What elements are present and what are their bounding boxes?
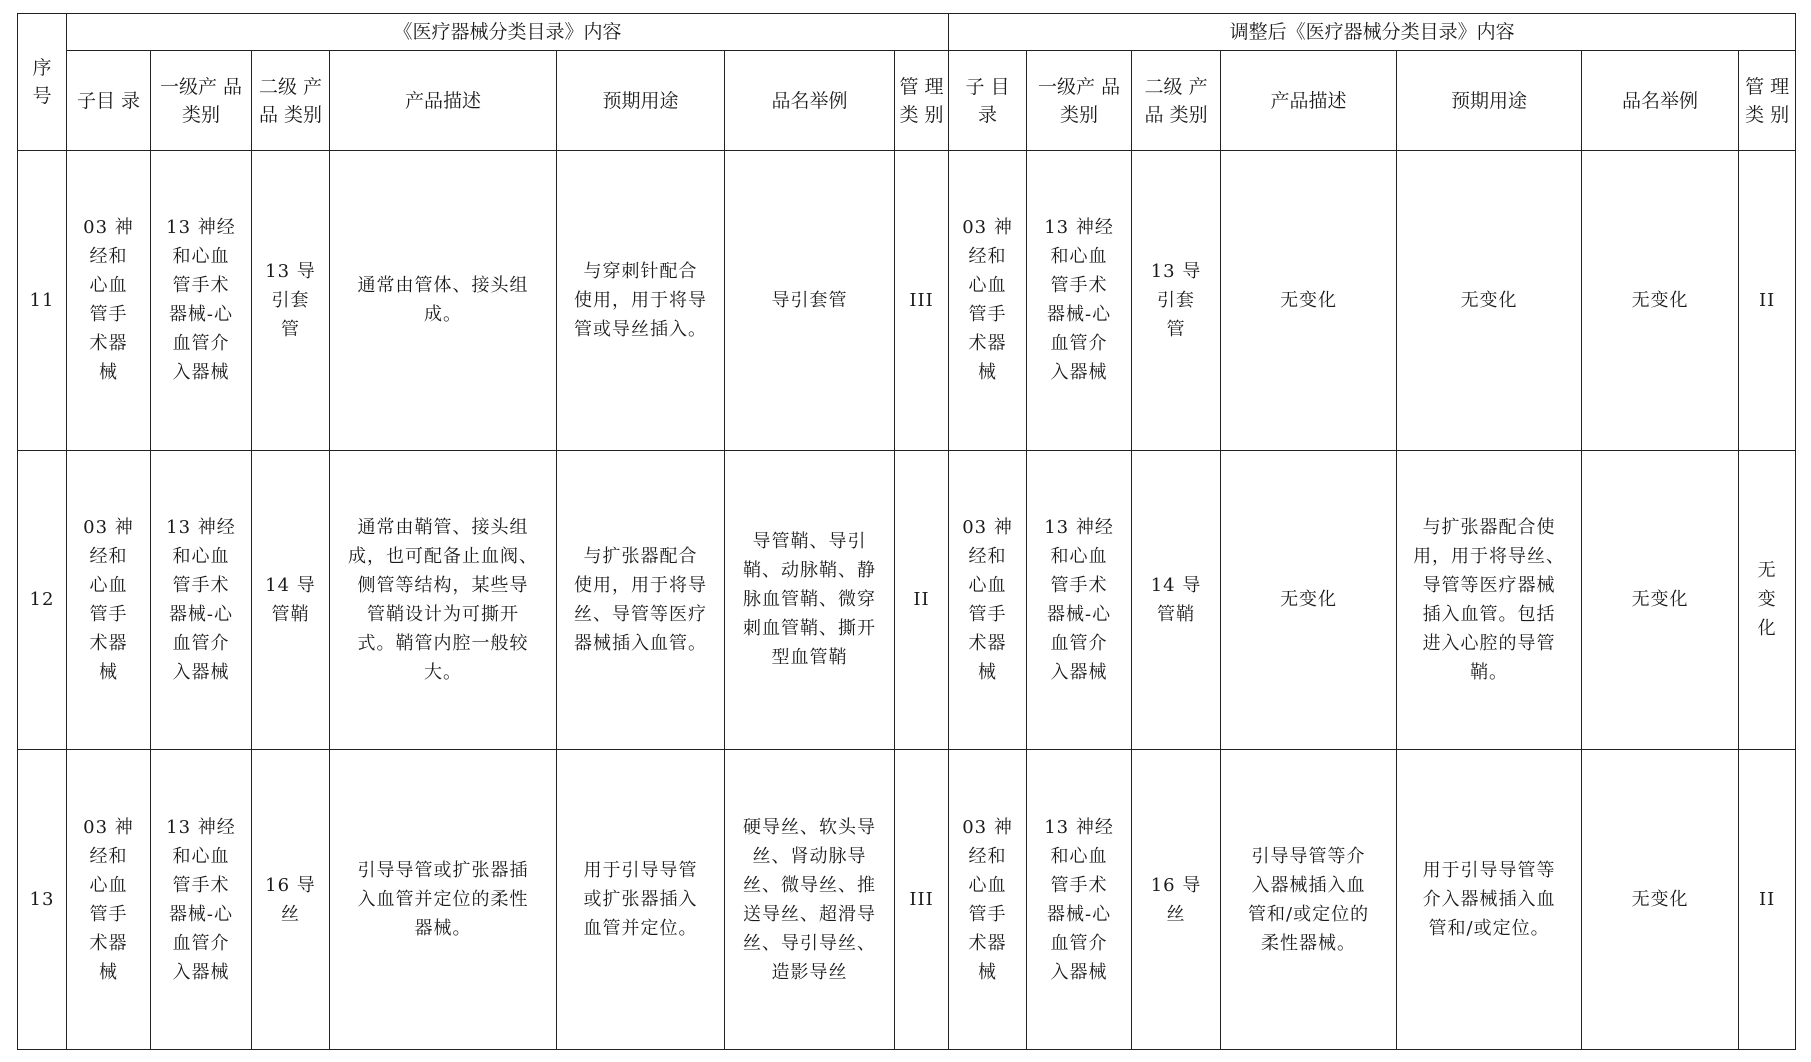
header-seq: 序 号 bbox=[18, 14, 67, 151]
header-orig-intended-use: 预期用途 bbox=[557, 51, 725, 151]
cell-adj-intended-use: 用于引导导管等 介入器械插入血 管和/或定位。 bbox=[1397, 750, 1582, 1050]
cell-adj-sub-catalog: 03 神 经和 心血 管手 术器 械 bbox=[949, 750, 1027, 1050]
header-orig-sub-catalog: 子目 录 bbox=[67, 51, 151, 151]
cell-orig-examples: 导管鞘、导引 鞘、动脉鞘、静 脉血管鞘、微穿 刺血管鞘、撕开 型血管鞘 bbox=[725, 450, 895, 750]
cell-adj-intended-use: 无变化 bbox=[1397, 151, 1582, 451]
header-adj-mgmt-class: 管 理 类 别 bbox=[1739, 51, 1796, 151]
header-orig-examples: 品名举例 bbox=[725, 51, 895, 151]
table-row bbox=[18, 750, 1796, 1050]
header-orig-level1: 一级产 品类别 bbox=[151, 51, 252, 151]
table-row bbox=[18, 450, 1796, 750]
table-row bbox=[18, 151, 1796, 451]
header-orig-description: 产品描述 bbox=[330, 51, 557, 151]
header-group-adjusted: 调整后《医疗器械分类目录》内容 bbox=[949, 14, 1796, 51]
cell-orig-level1: 13 神经 和心血 管手术 器械-心 血管介 入器械 bbox=[151, 151, 252, 451]
cell-orig-intended-use: 与扩张器配合 使用，用于将导 丝、导管等医疗 器械插入血管。 bbox=[557, 450, 725, 750]
cell-adj-description: 无变化 bbox=[1221, 151, 1397, 451]
classification-table bbox=[17, 13, 1796, 1050]
header-group-original: 《医疗器械分类目录》内容 bbox=[67, 14, 949, 51]
cell-adj-examples: 无变化 bbox=[1582, 750, 1739, 1050]
header-orig-mgmt-class: 管 理 类 别 bbox=[895, 51, 949, 151]
header-adj-sub-catalog: 子 目 录 bbox=[949, 51, 1027, 151]
cell-adj-level2: 13 导 引套 管 bbox=[1132, 151, 1221, 451]
cell-orig-sub-catalog: 03 神 经和 心血 管手 术器 械 bbox=[67, 151, 151, 451]
header-adj-level2: 二级 产品 类别 bbox=[1132, 51, 1221, 151]
cell-seq: 11 bbox=[18, 151, 67, 451]
cell-orig-description: 引导导管或扩张器插 入血管并定位的柔性 器械。 bbox=[330, 750, 557, 1050]
cell-orig-level2: 13 导 引套 管 bbox=[252, 151, 330, 451]
cell-adj-intended-use: 与扩张器配合使 用，用于将导丝、 导管等医疗器械 插入血管。包括 进入心腔的导管 鞘。 bbox=[1397, 450, 1582, 750]
cell-orig-level2: 14 导 管鞘 bbox=[252, 450, 330, 750]
cell-adj-level2: 14 导 管鞘 bbox=[1132, 450, 1221, 750]
cell-orig-mgmt-class: II bbox=[895, 450, 949, 750]
header-adj-description: 产品描述 bbox=[1221, 51, 1397, 151]
header-orig-level2: 二级 产品 类别 bbox=[252, 51, 330, 151]
cell-orig-examples: 导引套管 bbox=[725, 151, 895, 451]
cell-adj-level1: 13 神经 和心血 管手术 器械-心 血管介 入器械 bbox=[1027, 750, 1132, 1050]
header-adj-level1: 一级产 品类别 bbox=[1027, 51, 1132, 151]
cell-adj-examples: 无变化 bbox=[1582, 450, 1739, 750]
cell-orig-sub-catalog: 03 神 经和 心血 管手 术器 械 bbox=[67, 750, 151, 1050]
cell-adj-level2: 16 导 丝 bbox=[1132, 750, 1221, 1050]
cell-orig-examples: 硬导丝、软头导 丝、肾动脉导 丝、微导丝、推 送导丝、超滑导 丝、导引导丝、 造影导丝 bbox=[725, 750, 895, 1050]
cell-orig-intended-use: 与穿刺针配合 使用，用于将导 管或导丝插入。 bbox=[557, 151, 725, 451]
cell-orig-level1: 13 神经 和心血 管手术 器械-心 血管介 入器械 bbox=[151, 450, 252, 750]
header-adj-intended-use: 预期用途 bbox=[1397, 51, 1582, 151]
header-adj-examples: 品名举例 bbox=[1582, 51, 1739, 151]
cell-seq: 13 bbox=[18, 750, 67, 1050]
cell-adj-sub-catalog: 03 神 经和 心血 管手 术器 械 bbox=[949, 151, 1027, 451]
cell-adj-level1: 13 神经 和心血 管手术 器械-心 血管介 入器械 bbox=[1027, 151, 1132, 451]
cell-orig-description: 通常由鞘管、接头组 成，也可配备止血阀、 侧管等结构，某些导 管鞘设计为可撕开 式。鞘管内腔一般较 大。 bbox=[330, 450, 557, 750]
cell-orig-intended-use: 用于引导导管 或扩张器插入 血管并定位。 bbox=[557, 750, 725, 1050]
cell-seq: 12 bbox=[18, 450, 67, 750]
cell-adj-examples: 无变化 bbox=[1582, 151, 1739, 451]
cell-orig-mgmt-class: III bbox=[895, 750, 949, 1050]
cell-adj-mgmt-class: 无 变 化 bbox=[1739, 450, 1796, 750]
cell-orig-description: 通常由管体、接头组 成。 bbox=[330, 151, 557, 451]
cell-adj-description: 引导导管等介 入器械插入血 管和/或定位的 柔性器械。 bbox=[1221, 750, 1397, 1050]
cell-orig-level2: 16 导 丝 bbox=[252, 750, 330, 1050]
cell-orig-sub-catalog: 03 神 经和 心血 管手 术器 械 bbox=[67, 450, 151, 750]
cell-adj-level1: 13 神经 和心血 管手术 器械-心 血管介 入器械 bbox=[1027, 450, 1132, 750]
cell-adj-sub-catalog: 03 神 经和 心血 管手 术器 械 bbox=[949, 450, 1027, 750]
cell-adj-mgmt-class: II bbox=[1739, 750, 1796, 1050]
cell-adj-description: 无变化 bbox=[1221, 450, 1397, 750]
cell-orig-mgmt-class: III bbox=[895, 151, 949, 451]
cell-adj-mgmt-class: II bbox=[1739, 151, 1796, 451]
cell-orig-level1: 13 神经 和心血 管手术 器械-心 血管介 入器械 bbox=[151, 750, 252, 1050]
